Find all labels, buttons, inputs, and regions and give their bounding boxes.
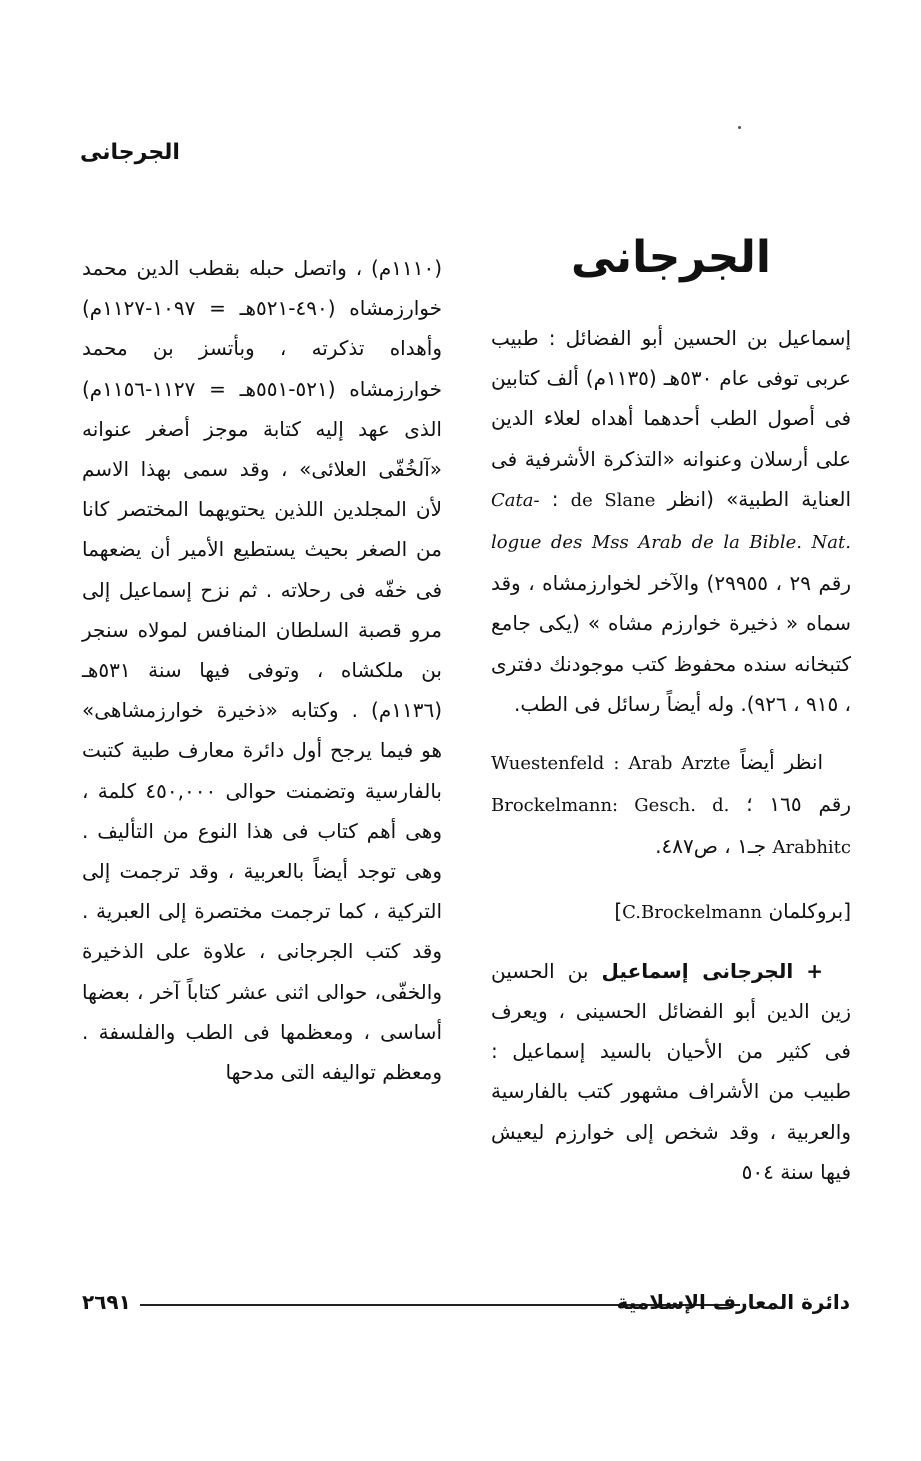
right-column [491,318,851,1192]
paragraph-2 [491,742,851,869]
paragraph-3 [491,951,851,1192]
latin-ref-de-slane: de Slane [570,489,656,511]
ref-separator: : [551,486,559,511]
bracket-close: ] [614,898,623,923]
sub-entry-heading: الجرجانى إسماعيل [601,958,794,983]
latin-ref-brockelmann: Brockelmann: Gesch. d. Arabhitc [491,795,851,859]
latin-ref-catalogue: Cata-logue des Mss Arab de la Bible. Nat. [491,489,851,554]
author-arabic: بروكلمان [768,898,844,923]
page-speck [738,126,741,129]
paragraph-2-b: رقم ١٦٥ ؛ [746,792,852,817]
paragraph-1-text: إسماعيل بن الحسين أبو الفضائل : طبيب عربى توفى عام ٥٣٠هـ (١١٣٥م) ألف كتابين فى أصول الطب أحدهما أهداه لعلاء الدين على أرسلان وعنوانه «التذكرة الأشرفية فى العناية الطبية» (انظر [491,326,852,511]
left-column [82,248,442,1092]
author-attribution [491,891,851,933]
running-header: الجرجانى [80,140,180,165]
paragraph-2-a: انظر أيضاً [740,750,824,775]
latin-ref-wuestenfeld: Wuestenfeld : Arab Arzte [491,753,731,775]
left-column-text: (١١١٠م) ، واتصل حبله بقطب الدين محمد خوارزمشاه (٤٩٠-٥٢١هـ = ١٠٩٧-١١٢٧م) وأهداه تذكرته ، وبأتسز بن محمد خوارزمشاه (٥٢١-٥٥١هـ = ١١٢٧-١١٥٦م) الذى عهد إليه كتابة موجز أصغر عنوانه «آلخُفّى العلائى» ، وقد سمى بهذا الاسم لأن المجلدين اللذين يحتويهما المختصر كانا من الصغر بحيث يستطيع الأمير أن يضعهما فى خفّه فى رحلاته . ثم نزح إسماعيل إلى مرو قصبة السلطان المنافس لمولاه سنجر بن ملكشاه ، وتوفى فيها سنة ٥٣١هـ (١١٣٦م) . وكتابه «ذخيرة خوارزمشاهى» هو فيما يرجح أول دائرة معارف طبية كتبت بالفارسية وتضمنت حوالى ٤٥٠,٠٠٠ كلمة ، وهى أهم كتاب فى هذا النوع من التأليف . وهى توجد أيضاً بالعربية ، وقد ترجمت إلى التركية ، كما ترجمت مختصرة إلى العبرية . وقد كتب الجرجانى ، علاوة على الذخيرة والخفّى، حوالى اثنى عشر كتاباً آخر ، بعضها أساسى ، ومعظمها فى الطب والفلسفة . ومعظم تواليفه التى مدحها [82,256,442,1085]
paragraph-1-continued: رقم ٢٩ ، ٢٩٩٥٥) والآخر لخوارزمشاه ، وقد سماه « ذخيرة خوارزم مشاه » (يكى جامع كتبخانه سنده محفوظ كتب موجودنك دفترى ، ٩١٥ ، ٩٢٦). وله أيضاً رسائل فى الطب. [491,571,852,716]
paragraph-1 [491,318,851,724]
entry-title: الجرجانى [571,232,771,283]
bracket-open: [ [843,898,851,923]
page-footer [82,1290,850,1314]
author-latin: C.Brockelmann [622,901,763,923]
page-number: ٢٦٩١ [82,1290,131,1314]
plus-marker: + [806,958,824,983]
paragraph-2-c: جـ١ ، ص٤٨٧. [655,834,767,859]
publication-title: دائرة المعارف الإسلامية [616,1290,850,1314]
paragraph-3-text: بن الحسين زين الدين أبو الفضائل الحسينى ، ويعرف فى كثير من الأحيان بالسيد إسماعيل : طبيب من الأشراف مشهور كتب بالفارسية والعربية ، وقد شخص إلى خوارزم ليعيش فيها سنة ٥٠٤ [491,958,851,1184]
